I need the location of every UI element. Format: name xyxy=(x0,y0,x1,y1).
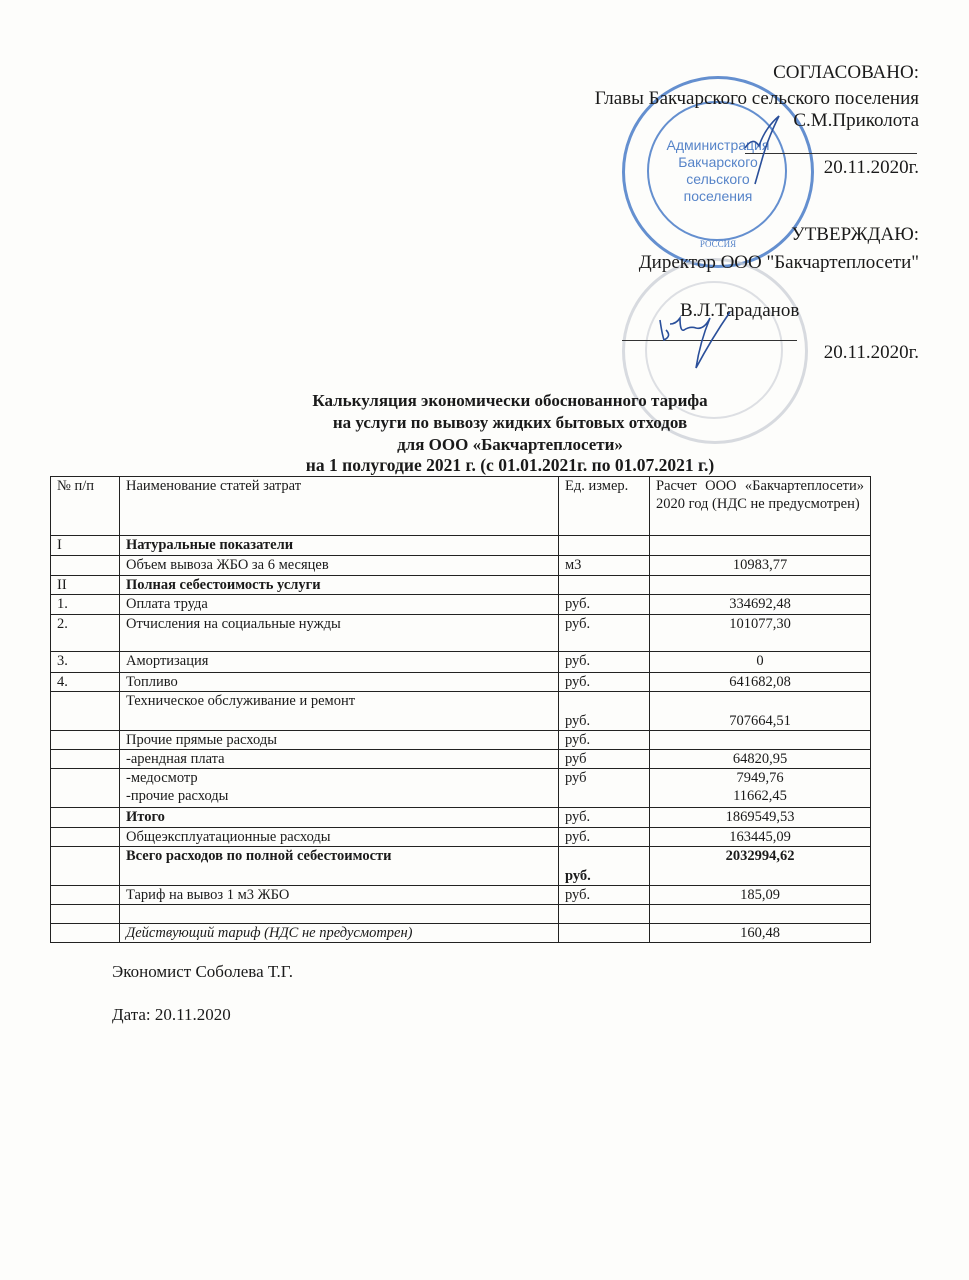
unit-cell: руб. xyxy=(559,886,650,905)
item-name: Тариф на вывоз 1 м3 ЖБО xyxy=(126,887,290,903)
row-number-cell xyxy=(51,905,120,924)
table-row xyxy=(51,828,871,847)
item-name-cell xyxy=(120,556,559,576)
seal-text: Администрация xyxy=(666,137,770,153)
unit-cell: руб. xyxy=(559,808,650,828)
value-cell xyxy=(650,595,871,615)
row-number-cell xyxy=(51,828,120,847)
unit-cell: руб. xyxy=(559,595,650,615)
doc-title-line: Калькуляция экономически обоснованного тарифа xyxy=(312,391,708,410)
unit-cell xyxy=(559,905,650,924)
item-name-cell xyxy=(120,828,559,847)
item-name: Действующий тариф (НДС не предусмотрен) xyxy=(126,925,413,941)
value: 1869549,53 xyxy=(725,809,795,825)
item-name-cell xyxy=(120,750,559,769)
value: 11662,45 xyxy=(733,788,787,804)
unit-cell xyxy=(559,576,650,595)
value-cell xyxy=(650,536,871,556)
agreed-label: СОГЛАСОВАНО: xyxy=(773,62,919,83)
value-cell xyxy=(650,886,871,905)
item-name-cell xyxy=(120,536,559,556)
document-date: Дата: 20.11.2020 xyxy=(112,1005,231,1024)
doc-title-line: на услуги по вывозу жидких бытовых отходов xyxy=(332,413,688,432)
value-cell xyxy=(650,847,871,886)
item-name: Всего расходов по полной себестоимости xyxy=(126,848,392,864)
signature-icon xyxy=(740,100,800,190)
item-name: Оплата труда xyxy=(126,596,208,612)
value-cell xyxy=(650,692,871,731)
table-row xyxy=(51,905,871,924)
row-number-cell xyxy=(51,847,120,886)
unit-cell: руб. xyxy=(559,847,650,886)
seal-text: сельского xyxy=(686,171,750,187)
seal-text: поселения xyxy=(683,188,753,204)
item-name-cell xyxy=(120,847,559,886)
row-number-cell xyxy=(51,731,120,750)
approve-position: Директор ООО "Бакчартеплосети" xyxy=(638,252,919,273)
approve-date: 20.11.2020г. xyxy=(823,342,919,363)
row-number-cell xyxy=(51,692,120,731)
row-number-cell xyxy=(51,886,120,905)
item-name-cell xyxy=(120,769,559,808)
item-name: Полная себестоимость услуги xyxy=(126,577,321,593)
value: 641682,08 xyxy=(729,674,791,690)
unit-cell: руб xyxy=(559,769,650,808)
table-row xyxy=(51,652,871,673)
item-name-cell xyxy=(120,673,559,692)
seal-bottom-text: РОССИЯ xyxy=(699,239,737,249)
value-cell xyxy=(650,828,871,847)
item-name-cell xyxy=(120,905,559,924)
item-name: Амортизация xyxy=(126,653,209,669)
seal-text: Бакчарского xyxy=(678,154,758,170)
value: 7949,76 xyxy=(736,770,784,786)
item-name: Топливо xyxy=(126,674,178,690)
value-cell xyxy=(650,576,871,595)
value: 0 xyxy=(756,653,764,669)
table-row xyxy=(51,808,871,828)
agreed-name: С.М.Приколота xyxy=(793,110,919,131)
agreed-position: Главы Бакчарского сельского поселения xyxy=(594,88,919,109)
item-name-cell xyxy=(120,692,559,731)
value-cell xyxy=(650,750,871,769)
table-row xyxy=(51,769,871,808)
row-number-cell: 4. xyxy=(51,673,120,692)
table-row xyxy=(51,673,871,692)
item-name: -прочие расходы xyxy=(126,788,229,804)
value: 64820,95 xyxy=(732,751,788,767)
signature-icon xyxy=(650,300,760,380)
value: 160,48 xyxy=(740,925,780,941)
value: 163445,09 xyxy=(729,829,791,845)
unit-cell: руб. xyxy=(559,673,650,692)
agreed-date: 20.11.2020г. xyxy=(823,157,919,178)
unit-cell: руб. xyxy=(559,692,650,731)
table-header-row xyxy=(51,477,871,536)
value-cell xyxy=(650,905,871,924)
item-name-cell xyxy=(120,731,559,750)
row-number-cell xyxy=(51,750,120,769)
table-row xyxy=(51,692,871,731)
row-number-cell: 2. xyxy=(51,615,120,652)
unit-cell xyxy=(559,924,650,943)
table-row xyxy=(51,615,871,652)
tariff-calculation-table xyxy=(50,476,871,943)
row-number-cell xyxy=(51,769,120,808)
item-name: Объем вывоза ЖБО за 6 месяцев xyxy=(126,557,329,573)
value: 185,09 xyxy=(740,887,780,903)
item-name-cell xyxy=(120,886,559,905)
value-cell xyxy=(650,615,871,652)
row-number-cell: I xyxy=(51,536,120,556)
value: 101077,30 xyxy=(729,616,791,632)
doc-title-line: для ООО «Бакчартеплосети» xyxy=(397,435,623,454)
value-cell xyxy=(650,731,871,750)
item-name-cell xyxy=(120,808,559,828)
table-row xyxy=(51,576,871,595)
item-name: Прочие прямые расходы xyxy=(126,732,277,748)
value: 10983,77 xyxy=(732,557,788,573)
value-cell xyxy=(650,769,871,808)
unit-cell: руб. xyxy=(559,731,650,750)
approve-label: УТВЕРЖДАЮ: xyxy=(791,224,919,245)
row-number-cell: II xyxy=(51,576,120,595)
table-row xyxy=(51,731,871,750)
unit-cell: руб. xyxy=(559,652,650,673)
row-number-cell xyxy=(51,924,120,943)
table-row xyxy=(51,847,871,886)
unit-cell: руб. xyxy=(559,615,650,652)
item-name-cell xyxy=(120,576,559,595)
value-cell xyxy=(650,673,871,692)
item-name: -арендная плата xyxy=(126,751,225,767)
item-name-cell xyxy=(120,924,559,943)
economist-signature: Экономист Соболева Т.Г. xyxy=(112,962,293,981)
approve-name: В.Л.Тараданов xyxy=(680,300,800,321)
value: 2032994,62 xyxy=(725,848,795,864)
item-name: Натуральные показатели xyxy=(126,537,294,553)
item-name: Отчисления на социальные нужды xyxy=(126,616,341,632)
table-row xyxy=(51,595,871,615)
value: 334692,48 xyxy=(729,596,791,612)
header-cell: № п/п xyxy=(51,477,120,536)
header-cell: Ед. измер. xyxy=(559,477,650,536)
row-number-cell: 1. xyxy=(51,595,120,615)
value-cell xyxy=(650,808,871,828)
item-name: -медосмотр xyxy=(126,770,198,786)
table-row xyxy=(51,556,871,576)
table-row xyxy=(51,924,871,943)
unit-cell: руб. xyxy=(559,828,650,847)
unit-cell xyxy=(559,536,650,556)
table-row xyxy=(51,750,871,769)
value: 707664,51 xyxy=(729,713,791,729)
row-number-cell: 3. xyxy=(51,652,120,673)
item-name-cell xyxy=(120,652,559,673)
doc-title-line: на 1 полугодие 2021 г. (с 01.01.2021г. по 01.07.2021 г.) xyxy=(305,455,715,475)
item-name: Общеэксплуатационные расходы xyxy=(126,829,331,845)
row-number-cell xyxy=(51,556,120,576)
item-name: Итого xyxy=(126,809,165,825)
value-cell xyxy=(650,652,871,673)
item-name-cell xyxy=(120,615,559,652)
item-name-cell xyxy=(120,595,559,615)
value-cell xyxy=(650,556,871,576)
unit-cell: м3 xyxy=(559,556,650,576)
table-row xyxy=(51,536,871,556)
value-cell xyxy=(650,924,871,943)
header-cell: Расчет ООО «Бакчартеплосети» 2020 год (НДС не предусмотрен) xyxy=(650,477,871,536)
table-row xyxy=(51,886,871,905)
item-name: Техническое обслуживание и ремонт xyxy=(126,693,356,709)
unit-cell: руб xyxy=(559,750,650,769)
row-number-cell xyxy=(51,808,120,828)
header-cell: Наименование статей затрат xyxy=(120,477,559,536)
